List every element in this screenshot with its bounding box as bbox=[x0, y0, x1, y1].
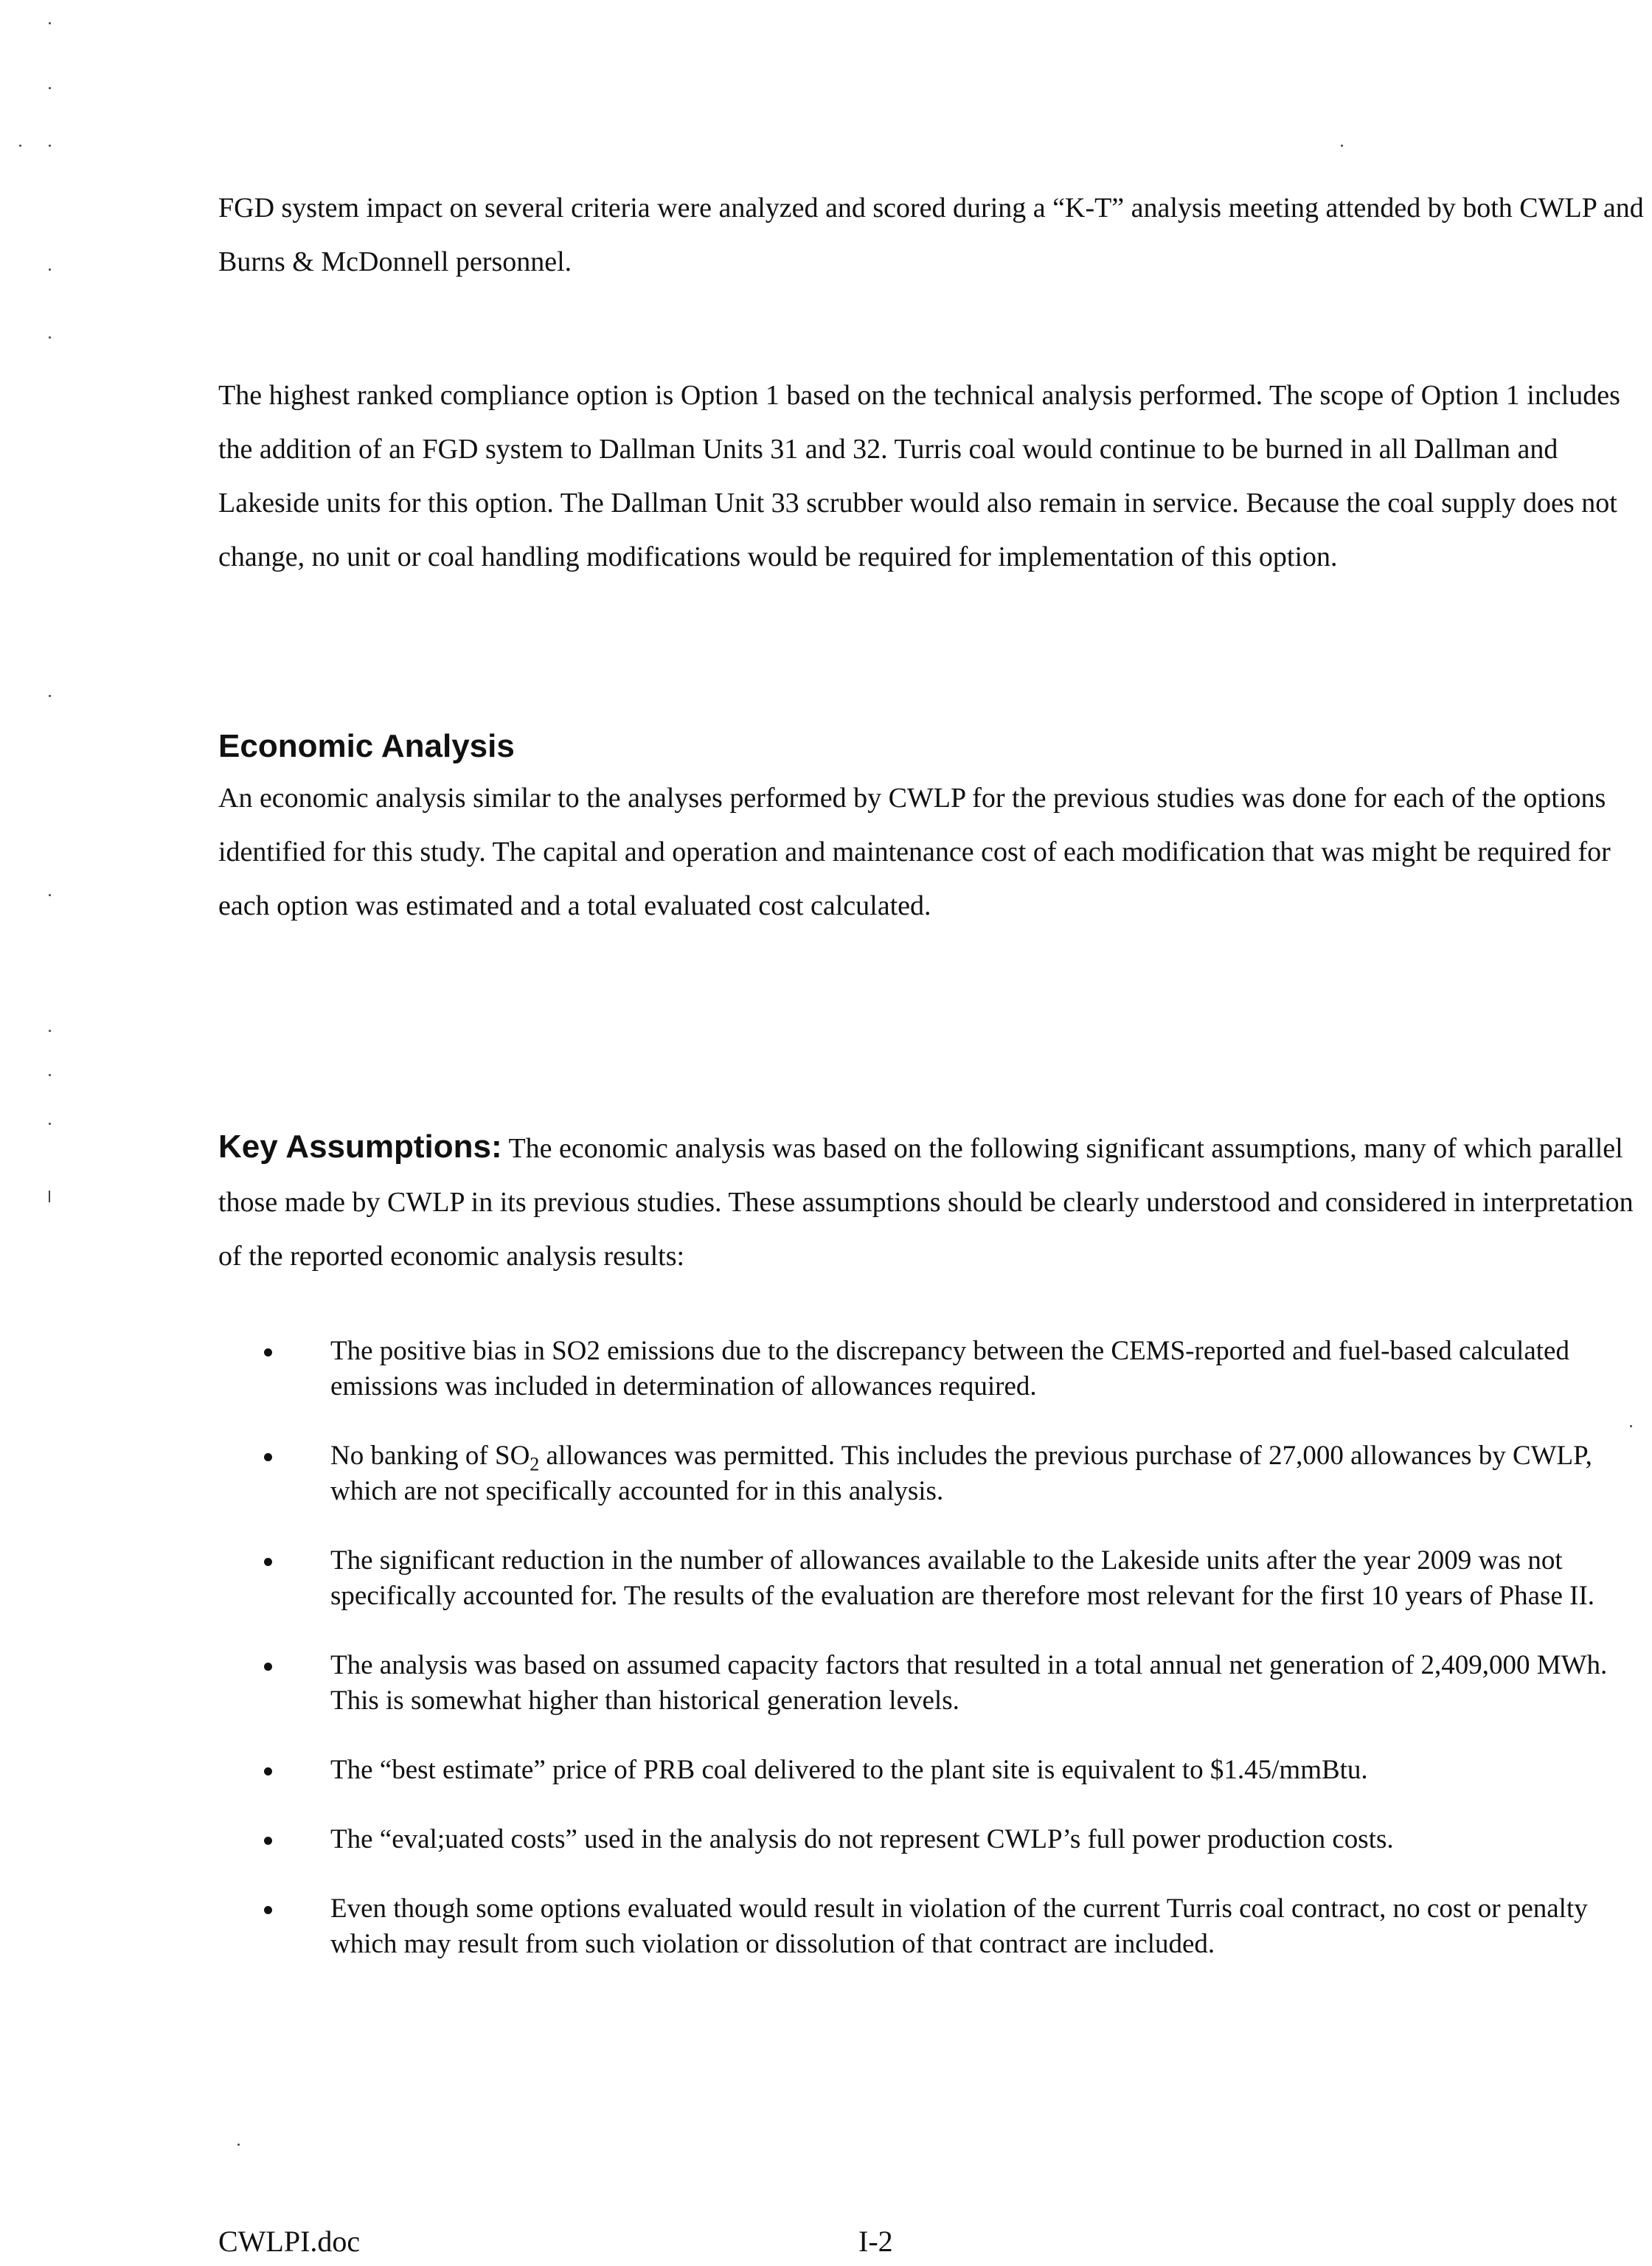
assumption-text: No banking of $SO_2$ allowances was permitted. This includes the previous purchase of 27,000 allowances by CWLP, which are not specifically accounted for in this analysis. bbox=[330, 1441, 1592, 1506]
bullet-icon bbox=[264, 1453, 272, 1461]
bullet-icon bbox=[264, 1767, 272, 1775]
assumption-text: The “eval;uated costs” used in the analysis do not represent CWLP’s full power production costs. bbox=[330, 1824, 1394, 1854]
bullet-icon bbox=[264, 1906, 272, 1914]
list-item bbox=[218, 1753, 1652, 1788]
footer-filename: CWLPI.doc bbox=[218, 2225, 361, 2258]
list-item bbox=[218, 1334, 1652, 1404]
margin-speck bbox=[237, 2144, 240, 2146]
list-item bbox=[218, 1438, 1652, 1509]
margin-speck bbox=[49, 894, 51, 896]
economic-analysis-paragraph: An economic analysis similar to the analyses performed by CWLP for the previous studies was done for each of the options identified for this study. The capital and operation and maintenance cost of each modification that was might be required for each option was estimated and a total evaluated cost calculated. bbox=[218, 783, 1611, 921]
list-item bbox=[218, 1543, 1652, 1614]
margin-speck bbox=[49, 268, 51, 271]
footer-page-number: I-2 bbox=[858, 2225, 893, 2258]
margin-speck bbox=[49, 87, 51, 89]
margin-speck bbox=[49, 1123, 51, 1125]
bullet-icon bbox=[264, 1348, 272, 1357]
assumption-text: The positive bias in SO2 emissions due to the discrepancy between the CEMS-reported and fuel-based calculated emissions was included in determination of allowances required. bbox=[330, 1336, 1569, 1401]
margin-speck bbox=[49, 22, 51, 24]
key-assumptions-intro: The economic analysis was based on the following significant assumptions, many of which parallel those made by CWLP in its previous studies. These assumptions should be clearly understood and considered in interpretation of the reported economic analysis results: bbox=[218, 1133, 1634, 1272]
option-paragraph: The highest ranked compliance option is Option 1 based on the technical analysis performed. The scope of Option 1 includes the addition of an FGD system to Dallman Units 31 and 32. Turris coal would continue to be burned in all Dallman and Lakeside units for this option. The Dallman Unit 33 scrubber would also remain in service. Because the coal supply does not change, no unit or coal handling modifications would be required for implementation of this option. bbox=[218, 380, 1620, 572]
margin-speck bbox=[49, 1074, 51, 1076]
margin-speck bbox=[19, 145, 21, 147]
key-assumptions-heading: Key Assumptions: bbox=[218, 1129, 502, 1165]
margin-speck bbox=[49, 145, 51, 147]
intro-paragraph: FGD system impact on several criteria were analyzed and scored during a “K-T” analysis meeting attended by both CWLP and Burns & McDonnell personnel. bbox=[218, 193, 1644, 277]
bullet-icon bbox=[264, 1663, 272, 1671]
assumption-text: Even though some options evaluated would result in violation of the current Turris coal contract, no cost or penalty which may result from such violation or dissolution of that contract are included. bbox=[330, 1893, 1588, 1959]
margin-speck bbox=[49, 1191, 50, 1202]
margin-speck bbox=[49, 1030, 51, 1032]
list-item bbox=[218, 1891, 1652, 1962]
assumption-text: The significant reduction in the number of allowances available to the Lakeside units after the year 2009 was not specifically accounted for. The results of the evaluation are therefore most relevant for the first 10 years of Phase II. bbox=[330, 1545, 1595, 1611]
assumption-text: The analysis was based on assumed capacity factors that resulted in a total annual net generation of 2,409,000 MWh. This is somewhat higher than historical generation levels. bbox=[330, 1650, 1608, 1716]
bullet-icon bbox=[264, 1558, 272, 1566]
margin-speck bbox=[49, 695, 51, 697]
list-item bbox=[218, 1648, 1652, 1719]
key-assumptions-paragraph bbox=[218, 1120, 1652, 1283]
margin-speck bbox=[1341, 145, 1343, 147]
margin-speck bbox=[49, 336, 51, 339]
list-item bbox=[218, 1822, 1652, 1857]
section-heading-economic-analysis: Economic Analysis bbox=[218, 728, 515, 764]
bullet-icon bbox=[264, 1837, 272, 1845]
assumption-text: The “best estimate” price of PRB coal delivered to the plant site is equivalent to $1.45/mmBtu. bbox=[330, 1755, 1368, 1785]
assumptions-list bbox=[218, 1334, 1652, 1996]
